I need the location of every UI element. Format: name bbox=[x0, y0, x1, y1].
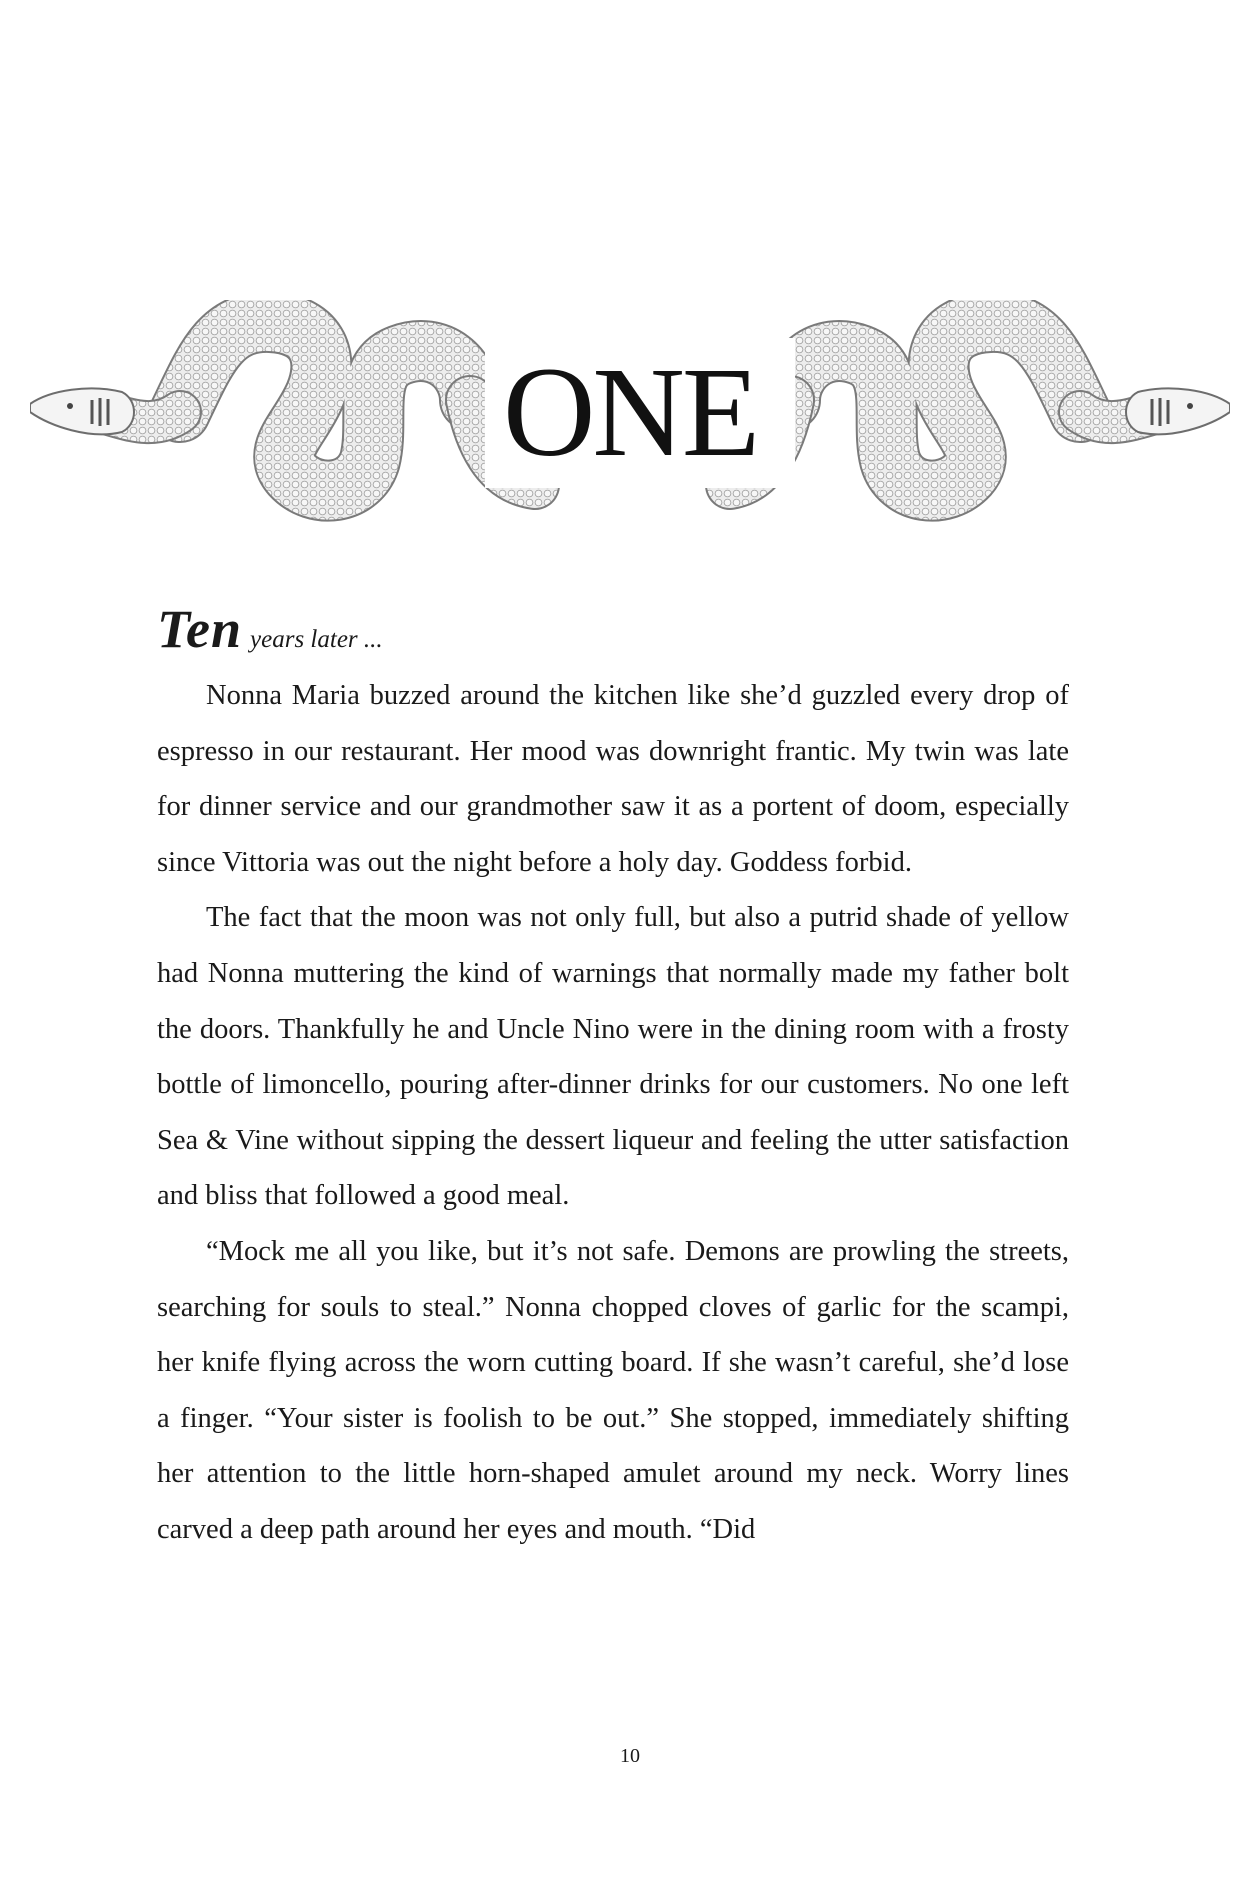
paragraph-3: “Mock me all you like, but it’s not safe. Demons are prowling the streets, searching for souls to steal.” Nonna chopped cloves of garlic for the scampi, her knife flying across the worn cutting board. If she wasn’t careful, she’d lose a finger. “Your sister is foolish to be out.” She stopped, immediately shifting her attention to the little horn-shaped amulet around my neck. Worry lines carved a deep path around her eyes and mouth. “Did bbox=[157, 1235, 1069, 1545]
paragraph-1: Nonna Maria buzzed around the kitchen like she’d guzzled every drop of espresso in our restaurant. Her mood was downright frantic. My twin was late for dinner service and our grandmother saw it as a portent of doom, especially since Vittoria was out the night before a holy day. Goddess forbid. bbox=[157, 680, 1069, 878]
chapter-title: ONE bbox=[502, 341, 758, 483]
chapter-body bbox=[157, 599, 1069, 1558]
opener-word: Ten bbox=[157, 599, 243, 659]
page-number: 10 bbox=[620, 1745, 640, 1767]
chapter-opener bbox=[157, 599, 1069, 659]
opener-phrase: years later ... bbox=[250, 626, 383, 653]
paragraph-2: The fact that the moon was not only full, but also a putrid shade of yellow had Nonna muttering the kind of warnings that normally made my father bolt the doors. Thankfully he and Uncle Nino were in the dining room with a frosty bottle of limoncello, pouring after-dinner drinks for our customers. No one left Sea & Vine without sipping the dessert liqueur and feeling the utter satisfaction and bliss that followed a good meal. bbox=[157, 902, 1069, 1212]
